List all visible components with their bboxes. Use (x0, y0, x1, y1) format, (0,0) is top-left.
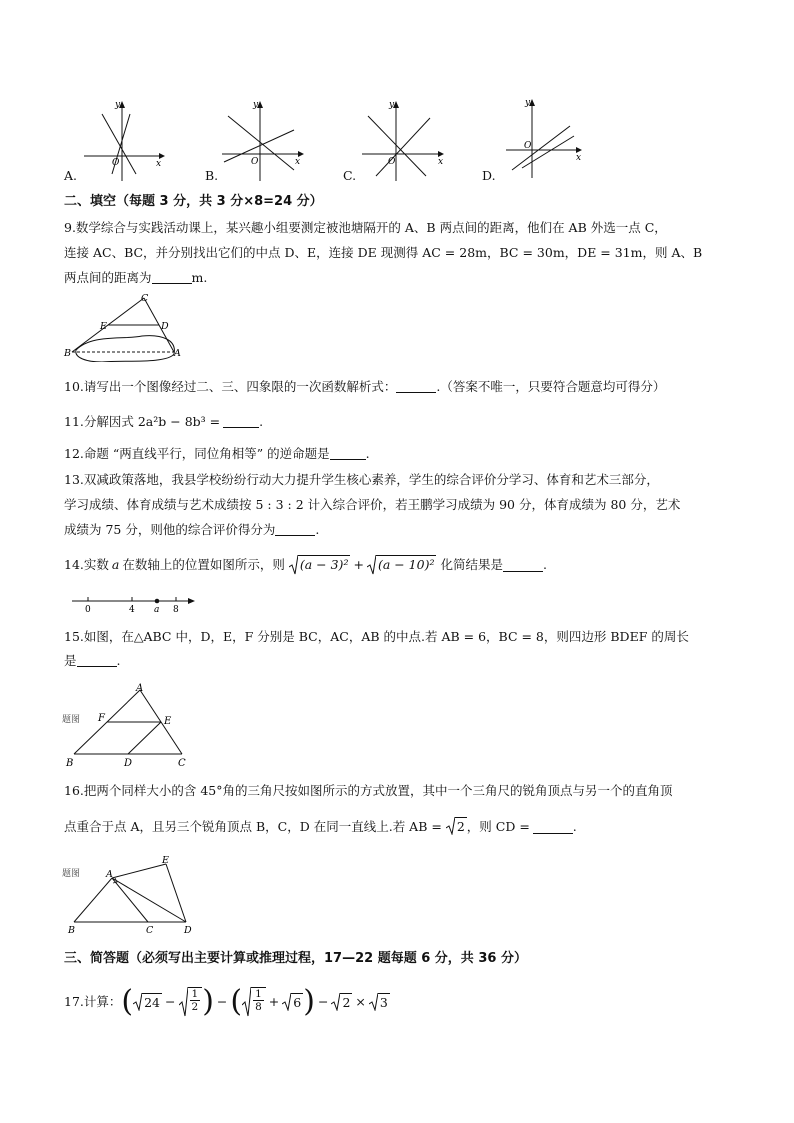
q17-plus: + (268, 994, 280, 1009)
q15-answer-blank[interactable] (77, 653, 117, 667)
q17-f2-num: 1 (255, 988, 262, 1000)
q13-text: 成绩为 75 分，则他的综合评价得分为 (64, 522, 276, 537)
q17-sqrt-eighth (242, 987, 266, 1017)
radical-sign-icon (289, 555, 298, 575)
section2-heading: 二、填空（每题 3 分，共 3 分×8=24 分） (64, 194, 323, 209)
q9-answer-blank[interactable] (152, 270, 192, 284)
q13-answer-blank[interactable] (275, 522, 315, 536)
q16-figure (62, 852, 202, 934)
q14-answer-blank[interactable] (503, 558, 543, 572)
q17-paren-close-2: ) (303, 984, 315, 1019)
q9-point-a: A (174, 348, 181, 359)
graph-c (362, 100, 444, 181)
q16-point-e: E (162, 855, 169, 866)
q17-paren-open-1: ( (121, 984, 134, 1019)
q9-line3 (64, 269, 207, 287)
tick-0: 0 (85, 605, 91, 615)
q16-end: . (572, 818, 577, 834)
option-a-label: A. (64, 168, 78, 183)
origin-d: O (524, 141, 532, 151)
option-c-label: C. (343, 168, 357, 183)
axis-x-b: x (295, 157, 301, 167)
q9-unit: m. (191, 270, 208, 285)
q17-sqrt-half (179, 987, 203, 1017)
q15-point-c: C (178, 758, 186, 768)
q15-point-d: D (124, 758, 133, 768)
q9-point-d: D (161, 321, 169, 332)
q17-sqrt-3 (369, 993, 390, 1012)
q14-sqrt-1 (289, 555, 351, 575)
q16-point-a: A (106, 869, 113, 880)
q15-point-f: F (98, 713, 105, 724)
axis-y-d: y (525, 98, 531, 108)
q16-text-mid: ，则 CD = (466, 818, 530, 834)
q14-text-mid: 在数轴上的位置如图所示，则 (122, 557, 285, 572)
origin-c: O (388, 157, 396, 167)
q14-numberline (70, 594, 200, 616)
q11-end: . (259, 414, 264, 429)
q13-line3 (64, 521, 319, 539)
q17-line (64, 982, 390, 1022)
q12-text: 12.命题 “两直线平行，同位角相等” 的逆命题是 (64, 446, 330, 461)
radical-sign-icon (133, 993, 142, 1011)
q17-frac-eighth (253, 988, 264, 1013)
radical-sign-icon (367, 555, 376, 575)
q13-end: . (315, 522, 320, 537)
q17-r3: 2 (342, 994, 351, 1010)
radical-sign-icon (282, 993, 291, 1011)
q14-line (64, 555, 547, 575)
q15-figure (62, 678, 202, 768)
radical-sign-icon (242, 987, 251, 1017)
q17-f1-den: 2 (191, 1001, 199, 1013)
q16-sqrt (446, 817, 467, 836)
q14-var-a: a (111, 557, 120, 572)
option-b-label: B. (205, 168, 219, 183)
q9-figure (62, 290, 192, 362)
q16-sqrt-value: 2 (456, 819, 465, 834)
q16-fig-label: 题图 (62, 869, 81, 879)
q15-text: 是 (64, 653, 77, 668)
q9-text: 两点间的距离为 (64, 270, 152, 285)
q9-point-e: E (100, 321, 107, 332)
option-graphs (64, 96, 744, 186)
q15-point-e: E (164, 716, 172, 727)
axis-y-b: y (253, 100, 259, 110)
q10-line (64, 378, 665, 396)
radical-sign-icon (331, 993, 340, 1011)
q17-times: × (355, 994, 366, 1009)
radical-sign-icon (369, 993, 378, 1011)
q17-f2-den: 8 (255, 1001, 262, 1013)
q17-minus-2: − (216, 994, 228, 1009)
q9-point-c: C (141, 293, 149, 304)
q13-line2: 学习成绩、体育成绩与艺术成绩按 5 : 3 : 2 计入综合评价，若王鹏学习成绩为 90 分，体育成绩为 80 分，艺术 (64, 497, 681, 512)
q15-line1: 15.如图，在△ABC 中，D，E，F 分别是 BC，AC，AB 的中点.若 AB = 6，BC = 8，则四边形 BDEF 的周长 (64, 629, 689, 644)
q10-text: 10.请写出一个图像经过二、三、四象限的一次函数解析式： (64, 379, 397, 394)
radical-sign-icon (446, 817, 455, 835)
q10-note: .（答案不唯一，只要符合题意均可得分） (436, 379, 666, 394)
q16-line2 (64, 817, 577, 836)
tick-8: 8 (173, 605, 179, 615)
q9-line2: 连接 AC、BC，并分别找出它们的中点 D、E，连接 DE 现测得 AC = 28m，BC = 30m，DE = 31m，则 A、B (64, 245, 703, 260)
q14-expr-1: (a − 3)² (298, 555, 351, 575)
q14-end: . (543, 557, 547, 572)
q13-line1: 13.双减政策落地，我县学校纷纷行动大力提升学生核心素养，学生的综合评价分学习、体育和艺术三部分， (64, 472, 659, 487)
q14-sqrt-2 (367, 555, 437, 575)
axis-y-a: y (115, 100, 121, 110)
q14-expr-2: (a − 10)² (376, 555, 437, 575)
q17-f1-num: 1 (191, 988, 199, 1000)
q10-answer-blank[interactable] (396, 379, 436, 393)
q14-text-after: 化简结果是 (440, 557, 503, 572)
q11-answer-blank[interactable] (223, 414, 259, 428)
tick-4: 4 (129, 605, 135, 615)
q17-label: 17.计算： (64, 994, 122, 1009)
q17-sqrt-24 (133, 993, 162, 1012)
q11-line (64, 413, 263, 431)
q12-end: . (365, 446, 370, 461)
q17-sqrt-6 (282, 993, 303, 1012)
q9-point-b: B (64, 348, 71, 359)
graph-a (84, 100, 165, 181)
q17-sqrt-2 (331, 993, 352, 1012)
tick-a: a (154, 605, 160, 615)
q16-point-c: C (146, 925, 154, 934)
q15-line2 (64, 652, 121, 670)
q9-line1: 9.数学综合与实践活动课上，某兴趣小组要测定被池塘隔开的 A、B 两点间的距离，他们在 AB 外选一点 C， (64, 220, 667, 235)
q17-minus-1: − (165, 994, 176, 1009)
q17-r1: 24 (144, 994, 161, 1010)
graph-b (222, 100, 304, 181)
graph-d (506, 98, 582, 178)
q14-text-start: 14.实数 (64, 557, 109, 572)
q16-text: 点重合于点 A，且另三个锐角顶点 B，C，D 在同一直线上.若 AB = (64, 818, 442, 834)
q11-text: 11.分解因式 2a²b − 8b³ = (64, 414, 221, 429)
q14-plus: + (353, 557, 364, 572)
q16-answer-blank[interactable] (533, 820, 573, 834)
q17-r4: 3 (379, 994, 388, 1010)
q15-point-a: A (136, 683, 144, 694)
q16-point-b: B (68, 925, 75, 934)
q17-paren-open-2: ( (230, 984, 243, 1019)
q15-end: . (116, 653, 121, 668)
q15-fig-label: 题图 (62, 715, 81, 725)
q15-point-b: B (66, 758, 74, 768)
origin-b: O (251, 157, 259, 167)
radical-sign-icon (179, 987, 188, 1017)
q17-minus-3: − (317, 994, 329, 1009)
option-d-label: D. (482, 168, 496, 183)
q17-paren-close-1: ) (202, 984, 214, 1019)
axis-x-d: x (576, 153, 582, 163)
axis-x-a: x (156, 159, 162, 169)
q16-point-d: D (184, 925, 192, 934)
axis-y-c: y (389, 100, 395, 110)
section3-heading: 三、简答题（必须写出主要计算或推理过程，17—22 题每题 6 分，共 36 分） (64, 951, 527, 966)
q16-line1: 16.把两个同样大小的含 45°角的三角尺按如图所示的方式放置，其中一个三角尺的锐角顶点与另一个的直角顶 (64, 783, 673, 798)
q17-frac-half (190, 988, 201, 1013)
q12-answer-blank[interactable] (330, 446, 366, 460)
q17-r2: 6 (293, 994, 302, 1010)
q12-line (64, 445, 370, 463)
axis-x-c: x (438, 157, 444, 167)
origin-a: O (112, 158, 120, 168)
